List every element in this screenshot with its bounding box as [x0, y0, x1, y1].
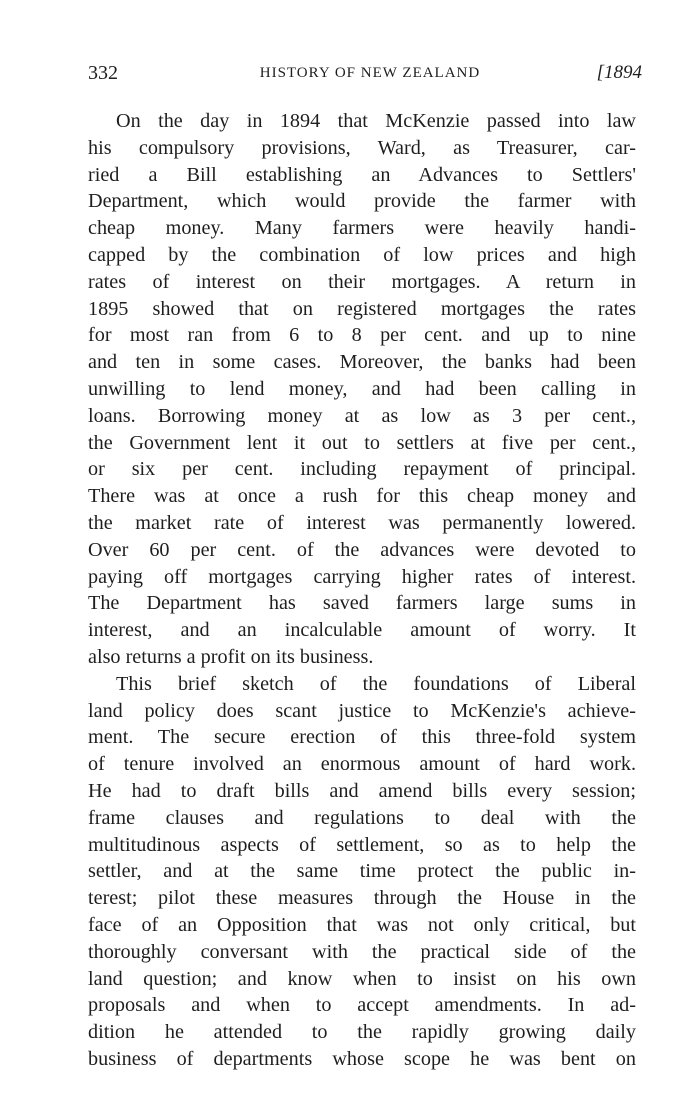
- text-line: settler, and at the same time protect the public in-: [88, 860, 636, 883]
- text-line: land question; and know when to insist on his own: [88, 967, 636, 990]
- text-line: frame clauses and regulations to deal with the: [88, 806, 636, 829]
- text-line: Department, which would provide the farmer with: [88, 190, 636, 213]
- text-line: or six per cent. including repayment of principal.: [88, 458, 636, 481]
- text-line: his compulsory provisions, Ward, as Treasurer, car-: [88, 136, 636, 159]
- text-line: also returns a profit on its business.: [88, 645, 374, 668]
- text-line: business of departments whose scope he was bent on: [88, 1047, 636, 1070]
- text-line: He had to draft bills and amend bills every session;: [88, 779, 636, 802]
- text-line: The Department has saved farmers large sums in: [88, 592, 636, 615]
- text-line: loans. Borrowing money at as low as 3 per cent.,: [88, 404, 636, 427]
- text-line: ried a Bill establishing an Advances to Settlers': [88, 163, 636, 186]
- text-line: thoroughly conversant with the practical side of the: [88, 940, 636, 963]
- text-line: of tenure involved an enormous amount of hard work.: [88, 753, 636, 776]
- text-line: interest, and an incalculable amount of worry. It: [88, 619, 636, 642]
- text-line: ment. The secure erection of this three-fold system: [88, 726, 636, 749]
- text-line: 1895 showed that on registered mortgages the rates: [88, 297, 636, 320]
- text-line: terest; pilot these measures through the House in the: [88, 887, 636, 910]
- text-line: for most ran from 6 to 8 per cent. and up to nine: [88, 324, 636, 347]
- paragraph-2: [88, 671, 636, 1073]
- running-head: [88, 58, 642, 88]
- text-line: the Government lent it out to settlers at five per cent.,: [88, 431, 636, 454]
- text-line: This brief sketch of the foundations of Liberal: [116, 672, 636, 695]
- text-line: On the day in 1894 that McKenzie passed into law: [116, 110, 636, 132]
- text-line: capped by the combination of low prices and high: [88, 243, 636, 266]
- page-number: 332: [88, 62, 118, 84]
- text-line: dition he attended to the rapidly growing daily: [88, 1021, 636, 1044]
- text-line: and ten in some cases. Moreover, the banks had been: [88, 351, 636, 374]
- text-line: the market rate of interest was permanently lowered.: [88, 511, 636, 534]
- text-line: cheap money. Many farmers were heavily handi-: [88, 217, 636, 240]
- text-line: land policy does scant justice to McKenzie's achieve-: [88, 699, 636, 722]
- text-line: Over 60 per cent. of the advances were devoted to: [88, 538, 636, 561]
- text-line: face of an Opposition that was not only critical, but: [88, 913, 636, 936]
- body-text: [88, 108, 636, 1073]
- text-line: proposals and when to accept amendments. In ad-: [88, 994, 636, 1017]
- text-line: multitudinous aspects of settlement, so as to help the: [88, 833, 636, 856]
- text-line: There was at once a rush for this cheap money and: [88, 485, 636, 508]
- running-head-year: [1894: [596, 62, 642, 83]
- text-line: rates of interest on their mortgages. A return in: [88, 270, 636, 293]
- paragraph-1: [88, 108, 636, 671]
- text-line: unwilling to lend money, and had been calling in: [88, 377, 636, 400]
- text-line: paying off mortgages carrying higher rates of interest.: [88, 565, 636, 588]
- running-title: HISTORY OF NEW ZEALAND: [259, 65, 481, 81]
